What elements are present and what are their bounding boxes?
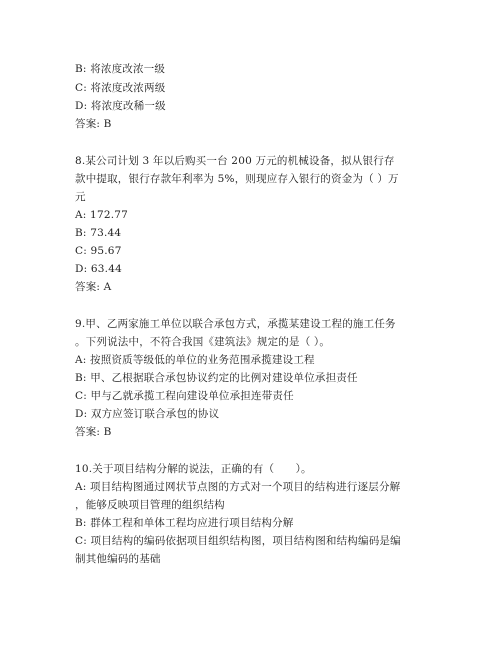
q8-answer: 答案: A (75, 281, 112, 293)
q8-option-a: A: 172.77 (75, 209, 128, 221)
q9-stem-line-2: 。下列说法中，不符合我国《建筑法》规定的是（ ）。 (75, 336, 331, 348)
q8-stem-line-3: 元 (75, 191, 86, 203)
q10-option-c-line-2: 制其他编码的基础 (75, 553, 161, 565)
q10-option-a-line-2: ，能够反映项目管理的组织结构 (75, 499, 225, 511)
q9-option-a: A: 按照资质等级低的单位的业务范围承揽建设工程 (75, 354, 315, 366)
q9-option-d: D: 双方应签订联合承包的协议 (75, 408, 220, 420)
q8-option-c: C: 95.67 (75, 245, 122, 257)
q9-stem-line-1: 9.甲、乙两家施工单位以联合承包方式，承揽某建设工程的施工任务 (75, 318, 396, 330)
q9-answer: 答案: B (75, 426, 112, 438)
q8-option-b: B: 73.44 (75, 227, 122, 239)
q10-option-a-line-1: A: 项目结构图通过网状节点图的方式对一个项目的结构进行逐层分解 (75, 481, 401, 493)
q8-stem-line-2: 款中提取，银行存款年利率为 5%，则现应存入银行的资金为（ ）万 (75, 173, 399, 185)
q8-option-d: D: 63.44 (75, 263, 122, 275)
q9-option-b: B: 甲、乙根据联合承包协议约定的比例对建设单位承担责任 (75, 372, 358, 384)
q9-option-c: C: 甲与乙就承揽工程向建设单位承担连带责任 (75, 390, 294, 402)
q10-option-c-line-1: C: 项目结构的编码依据项目组织结构图，项目结构图和结构编码是编 (75, 535, 401, 547)
q8-stem-line-1: 8.某公司计划 3 年以后购买一台 200 万元的机械设备，拟从银行存 (75, 155, 395, 167)
q7-option-c: C: 将浓度改浓两级 (75, 82, 166, 94)
q7-option-d: D: 将浓度改稀一级 (75, 100, 166, 112)
q7-answer: 答案: B (75, 118, 112, 130)
q10-option-b: B: 群体工程和单体工程均应进行项目结构分解 (75, 517, 294, 529)
q10-stem-line-1: 10.关于项目结构分解的说法，正确的有（ ）。 (75, 463, 312, 475)
q7-option-b: B: 将浓度改浓一级 (75, 63, 166, 75)
